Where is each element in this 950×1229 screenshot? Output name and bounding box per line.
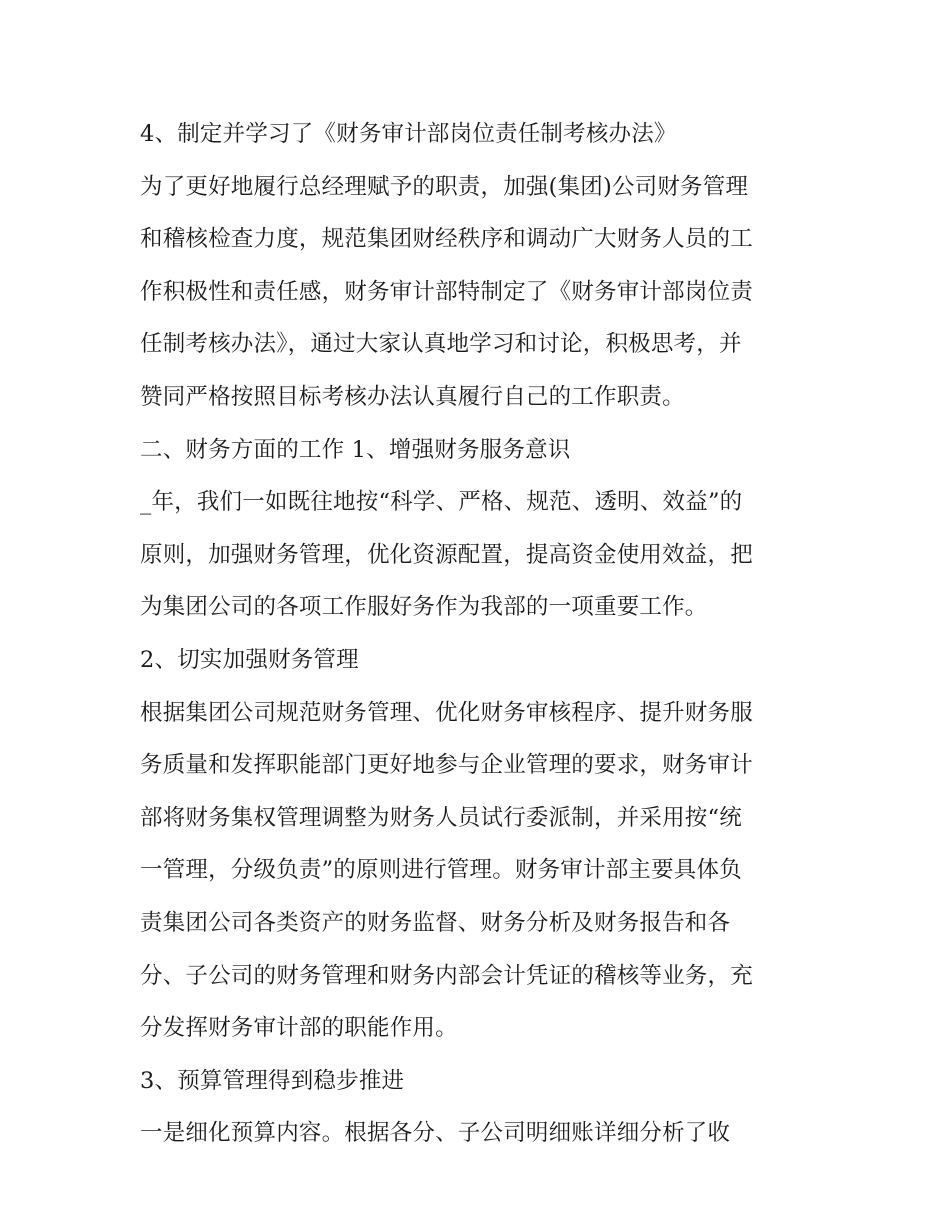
section-heading-finance-work: 二、财务方面的工作 1、增强财务服务意识 xyxy=(140,436,571,463)
paragraph-line: 为集团公司的各项工作服好务作为我部的一项重要工作。 xyxy=(140,594,708,621)
paragraph-line: 分发挥财务审计部的职能作用。 xyxy=(140,1015,458,1042)
paragraph-line: 务质量和发挥职能部门更好地参与企业管理的要求，财务审计 xyxy=(140,752,753,779)
paragraph-line: 任制考核办法》，通过大家认真地学习和讨论，积极思考，并 xyxy=(140,331,742,358)
heading-3-budget-management: 3、预算管理得到稳步推进 xyxy=(140,1067,405,1094)
paragraph-line: 一管理，分级负责”的原则进行管理。财务审计部主要具体负 xyxy=(140,857,742,884)
paragraph-line: 根据集团公司规范财务管理、优化财务审核程序、提升财务服 xyxy=(140,699,753,726)
heading-2-strengthen-management: 2、切实加强财务管理 xyxy=(140,646,359,673)
paragraph-line: 为了更好地履行总经理赋予的职责，加强(集团)公司财务管理 xyxy=(140,173,749,200)
paragraph-line: 作积极性和责任感，财务审计部特制定了《财务审计部岗位责 xyxy=(140,278,753,305)
paragraph-line: 和稽核检查力度，规范集团财经秩序和调动广大财务人员的工 xyxy=(140,226,753,253)
paragraph-line: 责集团公司各类资产的财务监督、财务分析及财务报告和各 xyxy=(140,909,731,936)
paragraph-line: 分、子公司的财务管理和财务内部会计凭证的稽核等业务，充 xyxy=(140,962,753,989)
heading-4-assessment-method: 4、制定并学习了《财务审计部岗位责任制考核办法》 xyxy=(140,121,677,147)
paragraph-line: 部将财务集权管理调整为财务人员试行委派制，并采用按“统 xyxy=(140,804,742,831)
document-body xyxy=(140,108,830,1160)
paragraph-line: 原则，加强财务管理，优化资源配置，提高资金使用效益，把 xyxy=(140,541,753,568)
paragraph-line: 赞同严格按照目标考核办法认真履行自己的工作职责。 xyxy=(140,383,685,410)
paragraph-line: _年，我们一如既往地按“科学、严格、规范、透明、效益”的 xyxy=(140,489,743,516)
paragraph-line: 一是细化预算内容。根据各分、子公司明细账详细分析了收 xyxy=(140,1120,731,1147)
